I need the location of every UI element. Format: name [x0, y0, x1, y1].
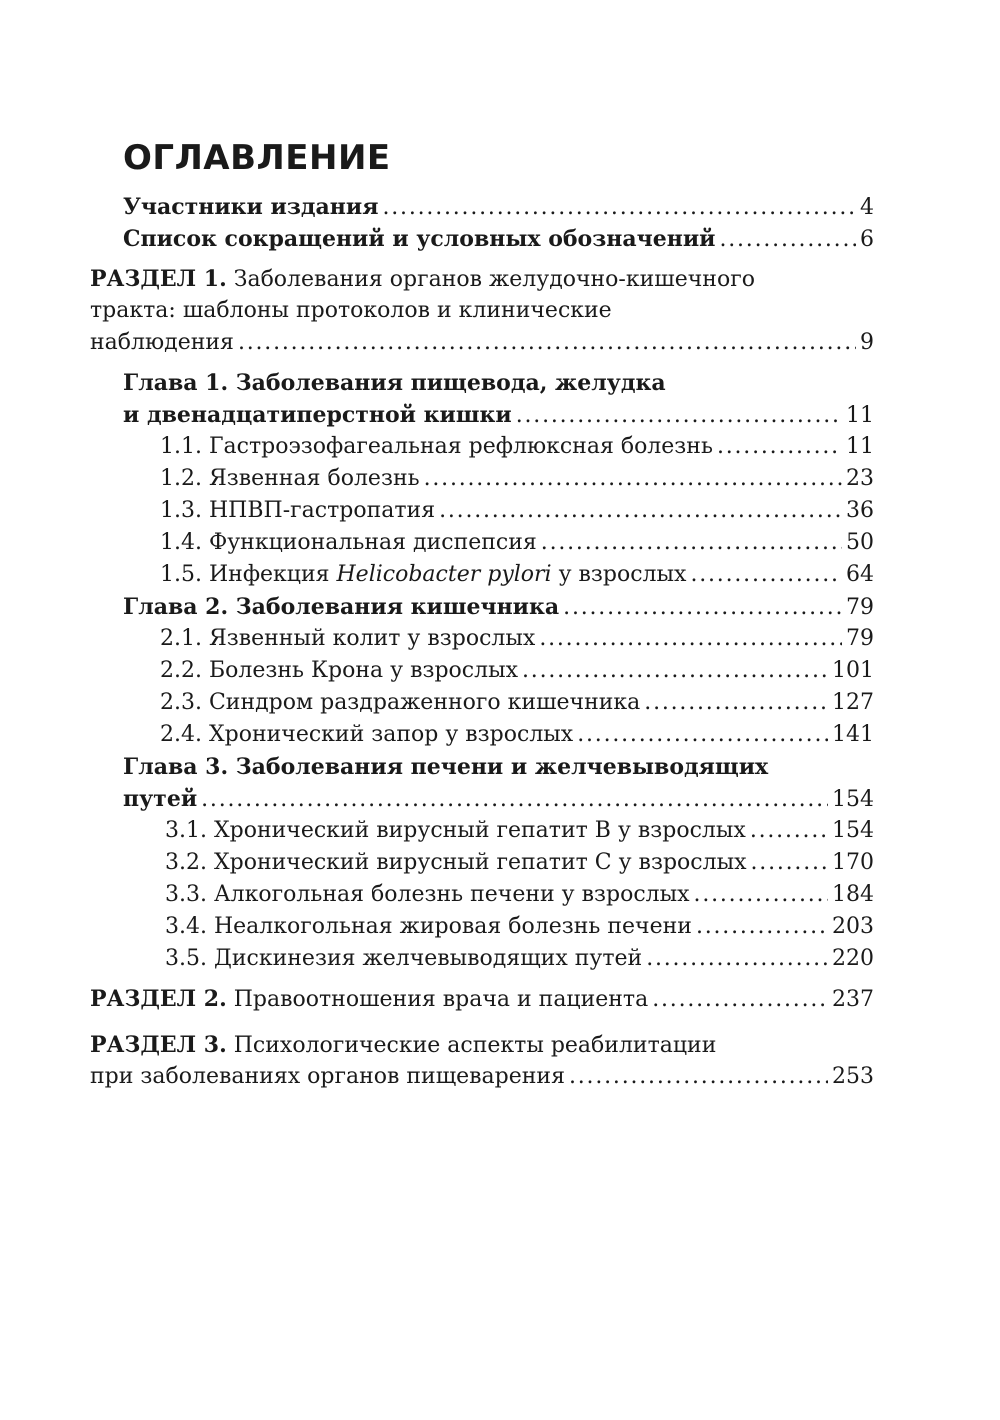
entry-label: 3.1. Хронический вирусный гепатит В у взрослых	[165, 818, 746, 843]
toc-chapter-2[interactable]	[123, 591, 874, 623]
entry-page: 50	[846, 530, 874, 555]
entry-page: 154	[832, 787, 874, 812]
chapter-3-title-line-1: Глава 3. Заболевания печени и желчевыводящих	[123, 754, 769, 780]
entry-page: 101	[832, 658, 874, 683]
toc-section-3[interactable]	[90, 1029, 874, 1093]
toc-subitem-1-5[interactable]	[160, 559, 874, 591]
toc-subitem-1-4[interactable]	[160, 527, 874, 559]
toc-subitem-3-3[interactable]	[165, 879, 874, 911]
entry-label: 1.3. НПВП-гастропатия	[160, 498, 436, 523]
section-3-line-1	[90, 1029, 874, 1061]
toc-entry-abbreviations[interactable]	[123, 223, 874, 255]
dot-leader	[569, 1061, 828, 1093]
toc-subitem-3-1[interactable]	[165, 815, 874, 847]
dot-leader	[696, 911, 828, 943]
toc-subitem-3-5[interactable]	[165, 943, 874, 975]
dot-leader	[717, 431, 842, 463]
toc-subitem-1-1[interactable]	[160, 431, 874, 463]
dot-leader	[424, 463, 842, 495]
entry-page: 23	[846, 466, 874, 491]
toc-subitem-3-4[interactable]	[165, 911, 874, 943]
entry-label: 3.3. Алкогольная болезнь печени у взрослых	[165, 882, 690, 907]
entry-label-after: у взрослых	[551, 562, 687, 587]
entry-label: 3.5. Дискинезия желчевыводящих путей	[165, 946, 643, 971]
entry-page: 170	[832, 850, 874, 875]
section-2-title: Правоотношения врача и пациента	[226, 987, 649, 1012]
dot-leader	[644, 687, 828, 719]
dot-leader	[201, 784, 828, 816]
entry-label: Глава 2. Заболевания кишечника	[123, 594, 560, 620]
dot-leader	[751, 847, 829, 879]
entry-page: 184	[832, 882, 874, 907]
section-1-line-1	[90, 263, 874, 295]
entry-label-before: 1.5. Инфекция	[160, 562, 337, 587]
entry-page: 4	[860, 195, 874, 220]
entry-label: 3.2. Хронический вирусный гепатит С у взрослых	[165, 850, 747, 875]
toc-chapter-3[interactable]	[123, 751, 874, 815]
dot-leader	[238, 327, 856, 359]
entry-label-italic: Helicobacter pylori	[336, 562, 552, 587]
entry-label: 2.3. Синдром раздраженного кишечника	[160, 690, 641, 715]
dot-leader	[694, 879, 828, 911]
section-1-prefix: РАЗДЕЛ 1.	[90, 266, 227, 292]
toc-subitem-2-3[interactable]	[160, 687, 874, 719]
dot-leader	[646, 943, 828, 975]
entry-label	[160, 559, 686, 591]
entry-page: 64	[846, 562, 874, 587]
entry-label: 1.1. Гастроэзофагеальная рефлюксная болезнь	[160, 434, 713, 459]
entry-page: 79	[846, 626, 874, 651]
section-3-prefix: РАЗДЕЛ 3.	[90, 1032, 227, 1058]
section-3-title-part1: Психологические аспекты реабилитации	[226, 1033, 717, 1058]
entry-page: 79	[846, 595, 874, 620]
dot-leader	[539, 623, 842, 655]
section-3-title-part2: при заболеваниях органов пищеварения	[90, 1064, 565, 1089]
chapter-1-title-line-1: Глава 1. Заболевания пищевода, желудка	[123, 370, 666, 396]
entry-page: 253	[832, 1064, 874, 1089]
dot-leader	[652, 984, 828, 1016]
entry-page: 203	[832, 914, 874, 939]
section-1-line-2: тракта: шаблоны протоколов и клинические	[90, 298, 612, 323]
toc-title: ОГЛАВЛЕНИЕ	[123, 138, 391, 178]
entry-page: 9	[860, 330, 874, 355]
dot-leader	[541, 527, 842, 559]
entry-page: 154	[832, 818, 874, 843]
toc-subitem-1-3[interactable]	[160, 495, 874, 527]
entry-label: 1.2. Язвенная болезнь	[160, 466, 420, 491]
entry-page: 220	[832, 946, 874, 971]
dot-leader	[382, 192, 856, 224]
toc-section-1[interactable]	[90, 263, 874, 359]
dot-leader	[516, 400, 842, 432]
entry-page: 237	[832, 987, 874, 1012]
entry-page: 6	[860, 227, 874, 252]
toc-subitem-2-1[interactable]	[160, 623, 874, 655]
entry-label: 2.2. Болезнь Крона у взрослых	[160, 658, 519, 683]
dot-leader	[439, 495, 842, 527]
toc-section-2[interactable]	[90, 983, 874, 1015]
toc-entry-participants[interactable]	[123, 191, 874, 223]
entry-label: 1.4. Функциональная диспепсия	[160, 530, 537, 555]
dot-leader	[690, 559, 842, 591]
entry-page: 11	[846, 434, 874, 459]
section-1-title-part3: наблюдения	[90, 330, 234, 355]
entry-page: 36	[846, 498, 874, 523]
entry-label: Участники издания	[123, 194, 379, 220]
section-1-title-part1: Заболевания органов желудочно-кишечного	[226, 267, 755, 292]
dot-leader	[719, 224, 856, 256]
entry-label: 2.4. Хронический запор у взрослых	[160, 722, 574, 747]
entry-label	[90, 983, 648, 1016]
entry-page: 11	[846, 403, 874, 428]
toc-subitem-3-2[interactable]	[165, 847, 874, 879]
dot-leader	[577, 719, 828, 751]
entry-label: Список сокращений и условных обозначений	[123, 226, 716, 252]
toc-chapter-1[interactable]	[123, 367, 874, 431]
entry-page: 127	[832, 690, 874, 715]
chapter-1-title-line-2: и двенадцатиперстной кишки	[123, 402, 512, 428]
chapter-3-title-line-2: путей	[123, 786, 198, 812]
dot-leader	[522, 655, 828, 687]
entry-label: 3.4. Неалкогольная жировая болезнь печени	[165, 914, 692, 939]
toc-subitem-2-2[interactable]	[160, 655, 874, 687]
entry-page: 141	[832, 722, 874, 747]
section-2-prefix: РАЗДЕЛ 2.	[90, 986, 227, 1012]
toc-subitem-2-4[interactable]	[160, 719, 874, 751]
toc-subitem-1-2[interactable]	[160, 463, 874, 495]
dot-leader	[750, 815, 828, 847]
entry-label: 2.1. Язвенный колит у взрослых	[160, 626, 536, 651]
dot-leader	[563, 592, 842, 624]
